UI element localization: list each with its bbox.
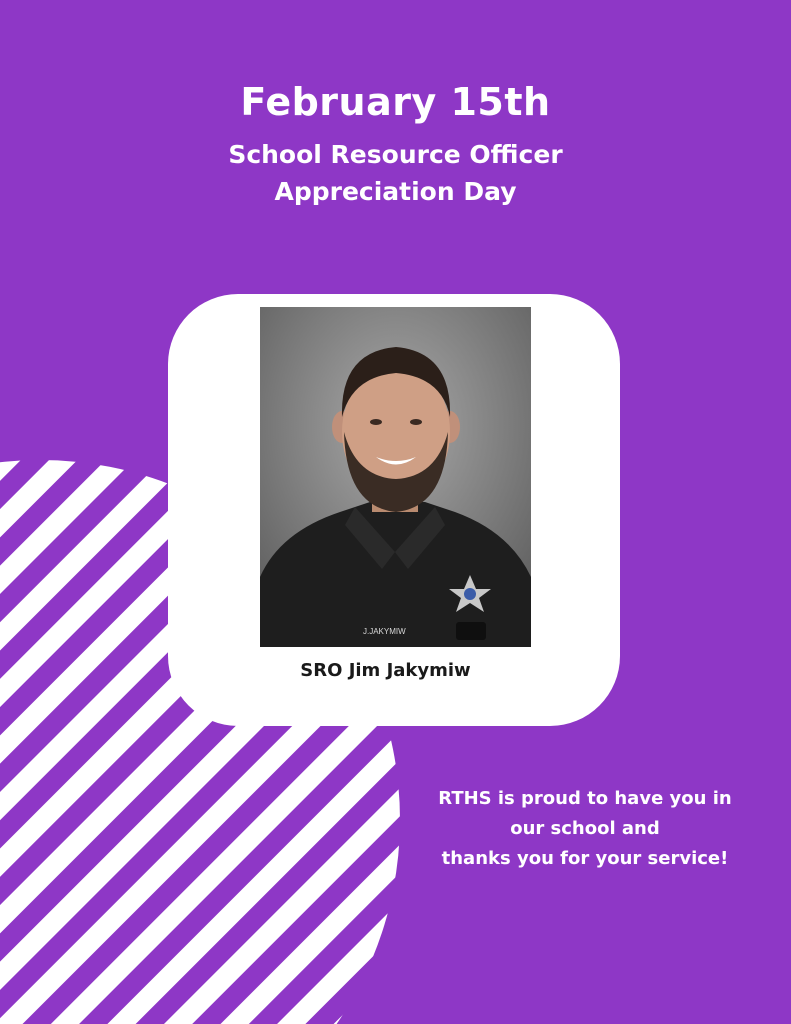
message-line-2: our school and bbox=[510, 818, 660, 839]
radio-icon bbox=[456, 622, 486, 640]
photo-caption: SRO Jim Jakymiw bbox=[300, 660, 471, 681]
appreciation-message bbox=[405, 784, 765, 874]
title-line-1: School Resource Officer bbox=[228, 140, 563, 169]
date-heading: February 15th bbox=[240, 80, 551, 124]
officer-portrait bbox=[260, 307, 531, 647]
message-line-3: thanks you for your service! bbox=[441, 848, 729, 869]
title-line-2: Appreciation Day bbox=[274, 177, 517, 206]
name-tag-text: J.JAKYMIW bbox=[363, 627, 406, 636]
message-line-1: RTHS is proud to have you in bbox=[438, 788, 732, 809]
